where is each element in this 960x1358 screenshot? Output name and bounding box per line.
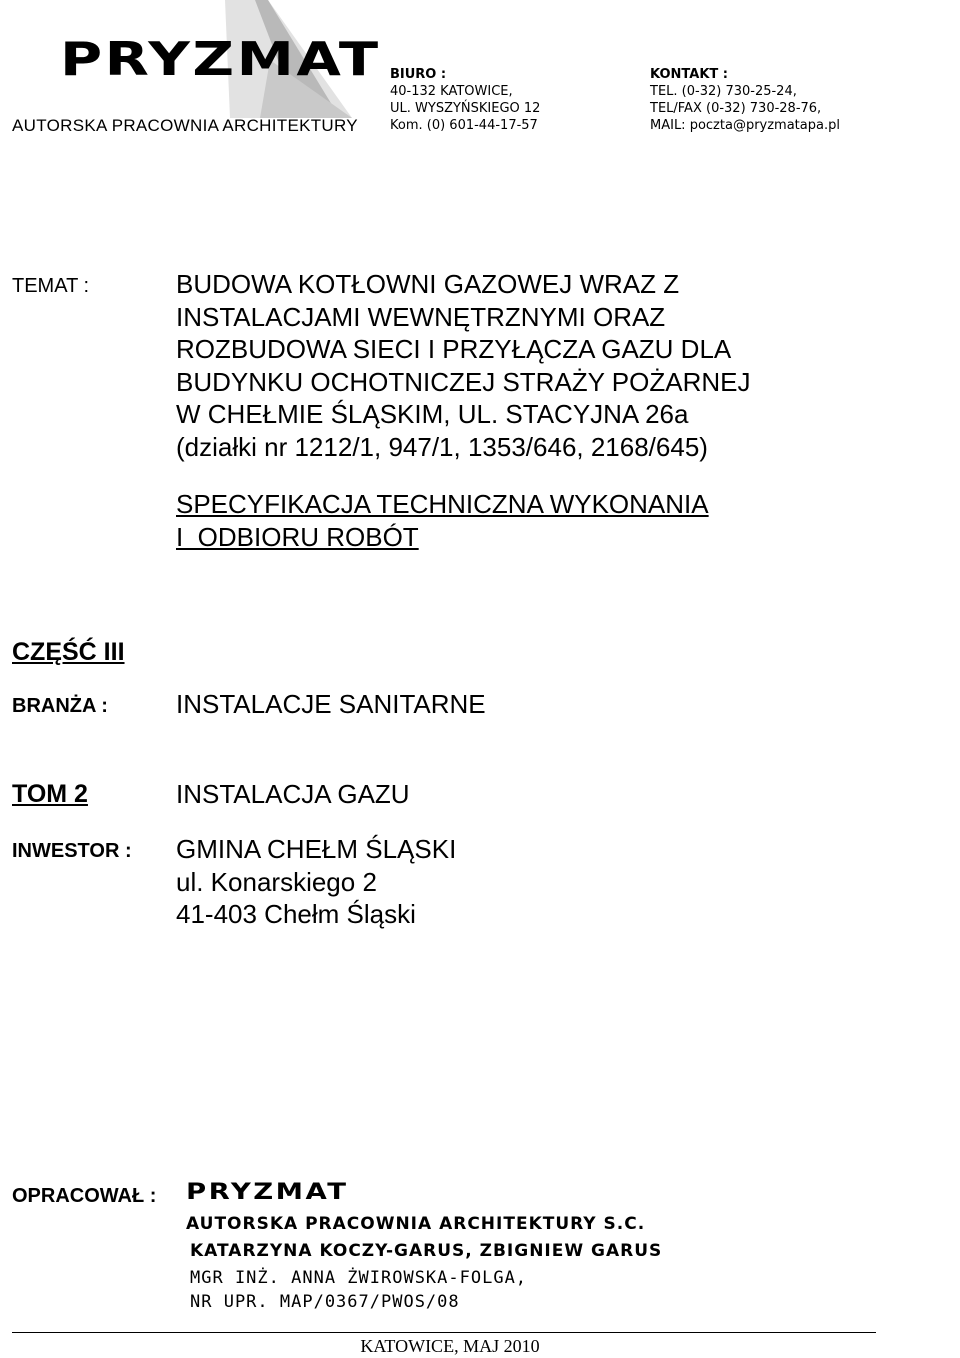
branza-label: BRANŻA : — [12, 695, 108, 717]
contact-line2: TEL/FAX (0-32) 730-28-76, — [650, 101, 822, 116]
office-line2: UL. WYSZYŃSKIEGO 12 — [390, 101, 541, 116]
office-line3: Kom. (0) 601-44-17-57 — [390, 118, 538, 133]
header-logo: PRYZMAT — [60, 32, 381, 86]
spec-line: I ODBIORU ROBÓT — [176, 521, 419, 552]
contact-line3: MAIL: poczta@pryzmatapa.pl — [650, 118, 840, 133]
branza-value: INSTALACJE SANITARNE — [176, 689, 486, 719]
opracowal-logo: PRYZMAT — [186, 1180, 349, 1205]
tom-value: INSTALACJA GAZU — [176, 779, 410, 809]
opracowal-line1: AUTORSKA PRACOWNIA ARCHITEKTURY S.C. — [186, 1214, 646, 1234]
footer-text: KATOWICE, MAJ 2010 — [360, 1336, 540, 1356]
header-subtitle: AUTORSKA PRACOWNIA ARCHITEKTURY — [12, 116, 358, 135]
czesc-label: CZĘŚĆ III — [12, 638, 125, 666]
temat-line: ROZBUDOWA SIECI I PRZYŁĄCZA GAZU DLA — [176, 334, 732, 364]
opracowal-line4: NR UPR. MAP/0367/PWOS/08 — [190, 1292, 460, 1312]
opracowal-line3: MGR INŻ. ANNA ŻWIROWSKA-FOLGA, — [190, 1268, 528, 1288]
inwestor-text — [176, 833, 456, 931]
temat-line: INSTALACJAMI WEWNĘTRZNYMI ORAZ — [176, 301, 666, 332]
contact-block — [650, 66, 840, 134]
inwestor-line: GMINA CHEŁM ŚLĄSKI — [176, 834, 457, 864]
temat-text — [176, 268, 750, 463]
temat-line: W CHEŁMIE ŚLĄSKIM, UL. STACYJNA 26a — [176, 399, 689, 429]
contact-title: KONTAKT : — [650, 67, 729, 82]
temat-line: BUDYNKU OCHOTNICZEJ STRAŻY POŻARNEJ — [176, 366, 751, 397]
office-line1: 40-132 KATOWICE, — [390, 84, 513, 99]
inwestor-line: ul. Konarskiego 2 — [176, 866, 377, 897]
temat-line: (działki nr 1212/1, 947/1, 1353/646, 2168/645) — [176, 431, 708, 462]
inwestor-line: 41-403 Chełm Śląski — [176, 899, 416, 929]
opracowal-label: OPRACOWAŁ : — [12, 1185, 157, 1207]
office-block — [390, 66, 540, 134]
temat-label: TEMAT : — [12, 275, 90, 297]
temat-line: BUDOWA KOTŁOWNI GAZOWEJ WRAZ Z — [176, 269, 680, 299]
inwestor-label: INWESTOR : — [12, 840, 132, 862]
tom-label: TOM 2 — [12, 780, 88, 808]
contact-line1: TEL. (0-32) 730-25-24, — [650, 84, 797, 99]
spec-title — [176, 488, 709, 553]
spec-line: SPECYFIKACJA TECHNICZNA WYKONANIA — [176, 489, 709, 519]
office-title: BIURO : — [390, 67, 447, 82]
opracowal-line2: KATARZYNA KOCZY-GARUS, ZBIGNIEW GARUS — [190, 1241, 663, 1261]
footer-rule — [12, 1332, 876, 1333]
